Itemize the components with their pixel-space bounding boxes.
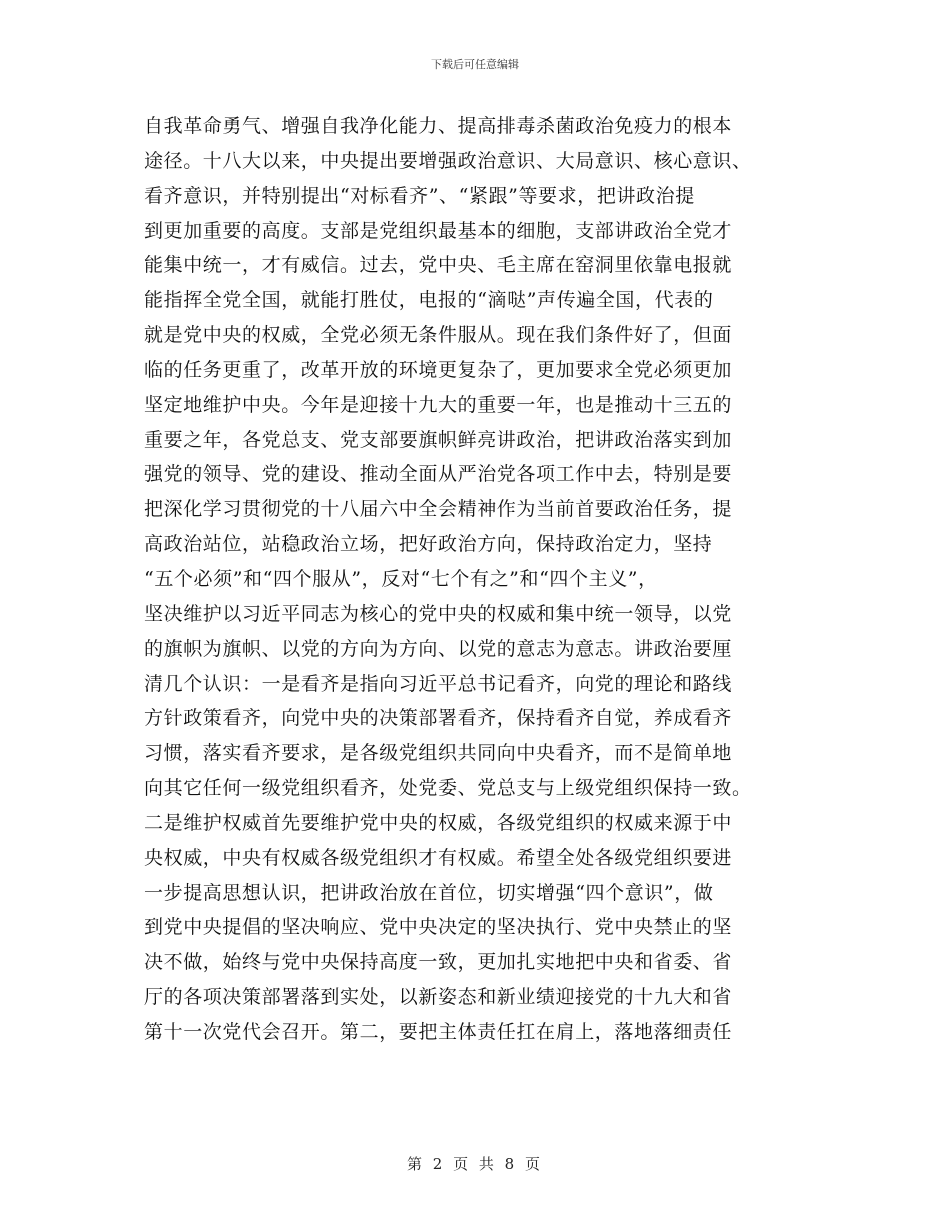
text-line: 二是维护权威首先要维护党中央的权威，各级党组织的权威来源于中 bbox=[144, 811, 733, 834]
page-header-note: 下载后可任意编辑 bbox=[431, 58, 519, 71]
text-line: 看齐意识，并特别提出“对标看齐”、“紧跟”等要求，把讲政治提 bbox=[144, 184, 695, 207]
text-line: 途径。十八大以来，中央提出要增强政治意识、大局意识、核心意识、 bbox=[144, 149, 752, 172]
text-line: 厅的各项决策部署落到实处，以新姿态和新业绩迎接党的十九大和省 bbox=[144, 986, 733, 1009]
text-line: 第十一次党代会召开。第二，要把主体责任扛在肩上，落地落细责任 bbox=[144, 1020, 733, 1043]
text-line: 决不做，始终与党中央保持高度一致，更加扎实地把中央和省委、省 bbox=[144, 951, 733, 974]
text-line: “五个必须”和“四个服从”，反对“七个有之”和“四个主义”， bbox=[144, 567, 658, 590]
text-line: 央权威，中央有权威各级党组织才有权威。希望全处各级党组织要进 bbox=[144, 846, 733, 869]
page-number: 第 2 页 共 8 页 bbox=[407, 1155, 543, 1173]
text-line: 习惯，落实看齐要求，是各级党组织共同向中央看齐，而不是简单地 bbox=[144, 742, 733, 765]
text-line: 向其它任何一级党组织看齐，处党委、党总支与上级党组织保持一致。 bbox=[144, 777, 752, 800]
text-line: 就是党中央的权威，全党必须无条件服从。现在我们条件好了，但面 bbox=[144, 324, 733, 347]
text-line: 的旗帜为旗帜、以党的方向为方向、以党的意志为意志。讲政治要厘 bbox=[144, 637, 733, 660]
document-body bbox=[144, 109, 812, 1050]
text-line: 一步提高思想认识，把讲政治放在首位，切实增强“四个意识”，做 bbox=[144, 881, 714, 904]
text-line: 能指挥全党全国，就能打胜仗，电报的“滴哒”声传遍全国，代表的 bbox=[144, 289, 714, 312]
text-line: 到党中央提倡的坚决响应、党中央决定的坚决执行、党中央禁止的坚 bbox=[144, 916, 733, 939]
text-line: 能集中统一，才有威信。过去，党中央、毛主席在窑洞里依靠电报就 bbox=[144, 254, 733, 277]
text-line: 把深化学习贯彻党的十八届六中全会精神作为当前首要政治任务，提 bbox=[144, 498, 733, 521]
text-line: 坚定地维护中央。今年是迎接十九大的重要一年，也是推动十三五的 bbox=[144, 393, 733, 416]
text-line: 坚决维护以习近平同志为核心的党中央的权威和集中统一领导，以党 bbox=[144, 602, 733, 625]
text-line: 高政治站位，站稳政治立场，把好政治方向，保持政治定力，坚持 bbox=[144, 533, 713, 556]
text-line: 清几个认识：一是看齐是指向习近平总书记看齐，向党的理论和路线 bbox=[144, 672, 733, 695]
text-line: 方针政策看齐，向党中央的决策部署看齐，保持看齐自觉，养成看齐 bbox=[144, 707, 733, 730]
text-line: 临的任务更重了，改革开放的环境更复杂了，更加要求全党必须更加 bbox=[144, 358, 733, 381]
text-line: 重要之年，各党总支、党支部要旗帜鲜亮讲政治，把讲政治落实到加 bbox=[144, 428, 733, 451]
text-line: 自我革命勇气、增强自我净化能力、提高排毒杀菌政治免疫力的根本 bbox=[144, 115, 733, 137]
text-line: 到更加重要的高度。支部是党组织最基本的细胞，支部讲政治全党才 bbox=[144, 219, 733, 242]
text-line: 强党的领导、党的建设、推动全面从严治党各项工作中去，特别是要 bbox=[144, 463, 733, 486]
